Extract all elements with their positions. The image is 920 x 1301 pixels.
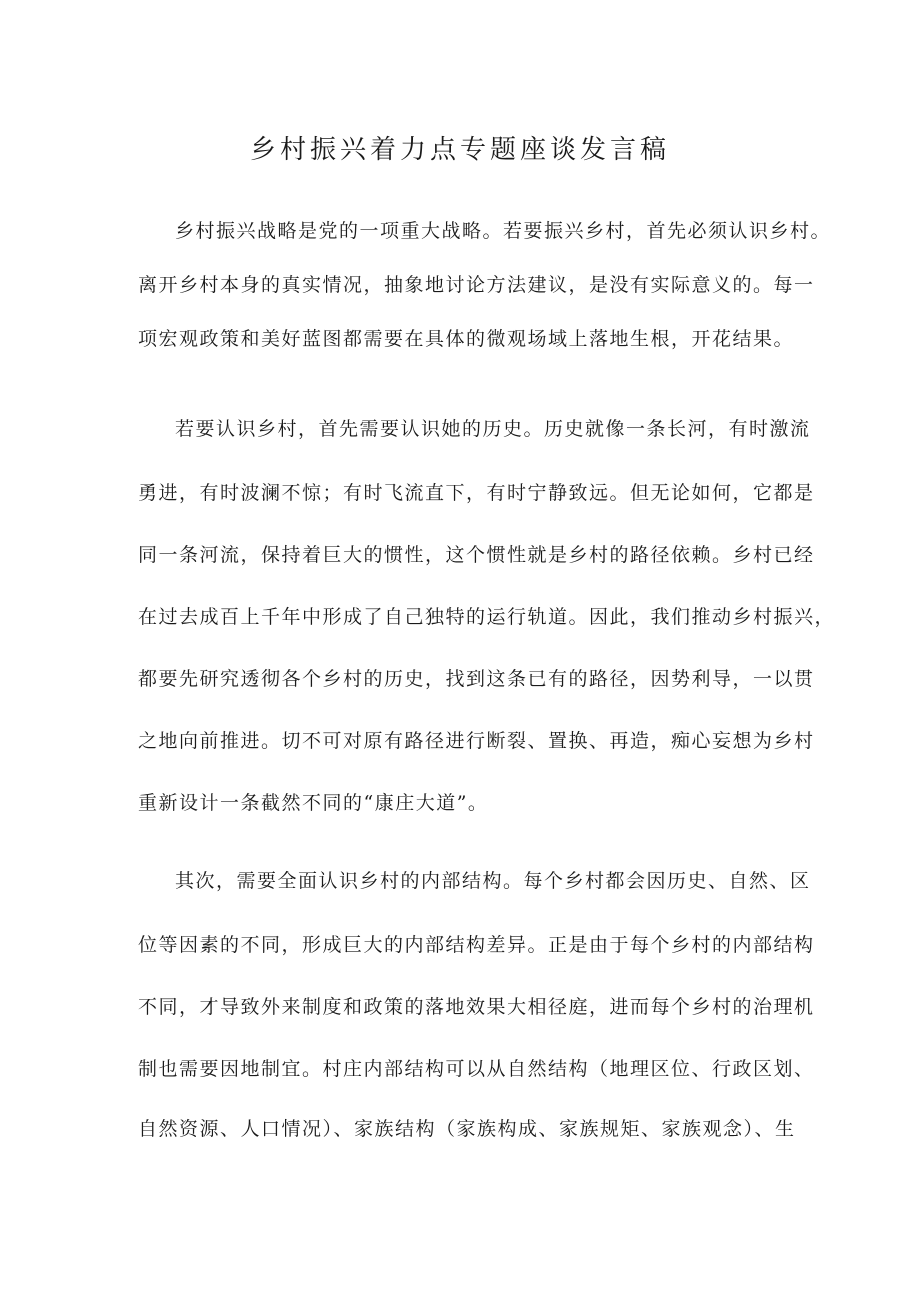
paragraph-1-line-3: 项宏观政策和美好蓝图都需要在具体的微观场域上落地生根，开花结果。 xyxy=(138,328,795,350)
paragraph-2-line-5: 都要先研究透彻各个乡村的历史，找到这条已有的路径，因势利导，一以贯 xyxy=(138,668,815,690)
paragraph-2-line-7: 重新设计一条截然不同的“康庄大道”。 xyxy=(138,792,489,814)
document-title: 乡村振兴着力点专题座谈发言稿 xyxy=(249,135,670,165)
paragraph-1-line-2: 离开乡村本身的真实情况，抽象地讨论方法建议，是没有实际意义的。每一 xyxy=(138,274,815,296)
paragraph-2-line-1: 若要认识乡村，首先需要认识她的历史。历史就像一条长河，有时激流 xyxy=(175,418,811,440)
paragraph-3-line-2: 位等因素的不同，形成巨大的内部结构差异。正是由于每个乡村的内部结构 xyxy=(138,934,815,956)
paragraph-2-line-2: 勇进，有时波澜不惊；有时飞流直下，有时宁静致远。但无论如何，它都是 xyxy=(138,482,815,504)
paragraph-2-line-3: 同一条河流，保持着巨大的惯性，这个惯性就是乡村的路径依赖。乡村已经 xyxy=(138,544,815,566)
paragraph-1-line-1: 乡村振兴战略是党的一项重大战略。若要振兴乡村，首先必须认识乡村。 xyxy=(175,220,832,242)
paragraph-2-line-6: 之地向前推进。切不可对原有路径进行断裂、置换、再造，痴心妄想为乡村 xyxy=(138,730,815,752)
paragraph-3-line-4: 制也需要因地制宜。村庄内部结构可以从自然结构（地理区位、行政区划、 xyxy=(138,1058,815,1080)
paragraph-3-line-3: 不同，才导致外来制度和政策的落地效果大相径庭，进而每个乡村的治理机 xyxy=(138,996,815,1018)
paragraph-2-line-4: 在过去成百上千年中形成了自己独特的运行轨道。因此，我们推动乡村振兴， xyxy=(138,606,836,628)
paragraph-3-line-5: 自然资源、人口情况）、家族结构（家族构成、家族规矩、家族观念）、生 xyxy=(138,1118,796,1140)
paragraph-3-line-1: 其次，需要全面认识乡村的内部结构。每个乡村都会因历史、自然、区 xyxy=(175,870,811,892)
